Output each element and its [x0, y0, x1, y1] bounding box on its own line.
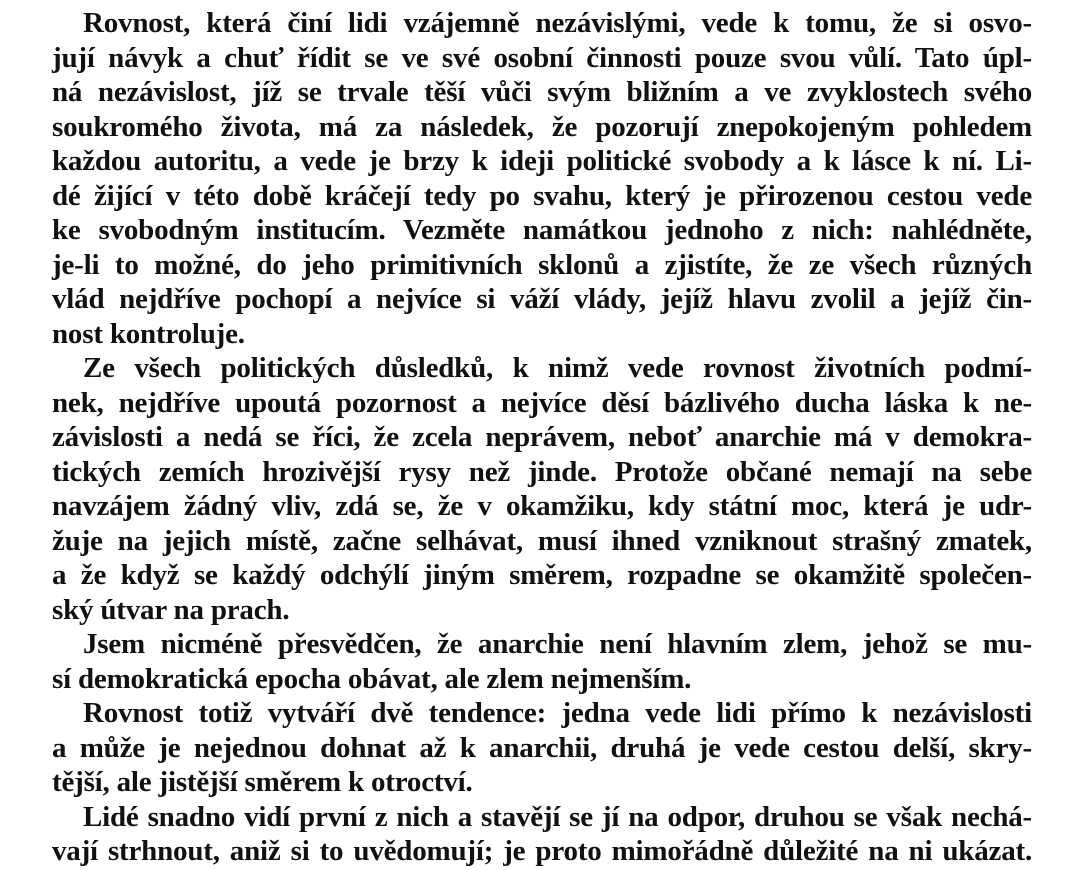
text-line: vají strhnout, aniž si to uvědomují; je proto mimořádně důležité na ni ukázat. [52, 835, 1032, 867]
text-line: ná nezávislost, jíž se trvale těší vůči svým bližním a ve zvyklostech svého [52, 76, 1032, 108]
text-line: dé žijící v této době kráčejí tedy po svahu, který je přirozenou cestou vede [52, 179, 1032, 212]
text-line: soukromého života, má za následek, že pozorují znepokojeným pohledem [52, 110, 1032, 143]
text-line: tických zemích hrozivější rysy než jinde. Protože občané nemají na sebe [52, 455, 1032, 488]
text-line: je-li to možné, do jeho primitivních sklonů a zjistíte, že ze všech různých [52, 248, 1032, 281]
paragraph-2 [52, 351, 1032, 627]
paragraph-5 [52, 800, 1032, 869]
text-line: závislosti a nedá se říci, že zcela neprávem, neboť anarchie má v demokra- [52, 421, 1032, 453]
text-line: tější, ale jistější směrem k otroctví. [52, 766, 473, 798]
paragraph-4 [52, 696, 1032, 800]
text-line: nost kontroluje. [52, 317, 245, 350]
paragraph-1 [52, 6, 1032, 351]
text-line: vlád nejdříve pochopí a nejvíce si váží vlády, jejíž hlavu zvolil a jejíž čin- [52, 283, 1032, 315]
body-text [52, 6, 1032, 869]
text-line: sí demokratická epocha obávat, ale zlem nejmenším. [52, 662, 692, 695]
text-line: navzájem žádný vliv, zdá se, že v okamžiku, kdy státní moc, která je udr- [52, 490, 1032, 522]
text-line: a že když se každý odchýlí jiným směrem, rozpadne se okamžitě společen- [52, 559, 1032, 591]
text-line: ke svobodným institucím. Vezměte namátkou jednoho z nich: nahlédněte, [52, 214, 1032, 246]
text-line: jují návyk a chuť řídit se ve své osobní činnosti pouze svou vůlí. Tato úpl- [52, 41, 1032, 74]
text-line: Ze všech politických důsledků, k nimž vede rovnost životních podmí- [83, 352, 1032, 384]
text-line: ský útvar na prach. [52, 593, 290, 626]
text-line: Lidé snadno vidí první z nich a stavějí se jí na odpor, druhou se však nechá- [83, 800, 1032, 833]
paragraph-3 [52, 627, 1032, 696]
text-line: nek, nejdříve upoutá pozornost a nejvíce děsí bázlivého ducha láska k ne- [52, 386, 1032, 419]
text-line: a může je nejednou dohnat až k anarchii, druhá je vede cestou delší, skry- [52, 731, 1032, 764]
text-line: Jsem nicméně přesvědčen, že anarchie není hlavním zlem, jehož se mu- [83, 628, 1032, 660]
text-line: Rovnost, která činí lidi vzájemně nezávislými, vede k tomu, že si osvo- [83, 7, 1032, 39]
text-line: každou autoritu, a vede je brzy k ideji politické svobody a k lásce k ní. Li- [52, 145, 1032, 177]
text-line: žuje na jejich místě, začne selhávat, musí ihned vzniknout strašný zmatek, [52, 524, 1032, 557]
text-line: Rovnost totiž vytváří dvě tendence: jedna vede lidi přímo k nezávislosti [83, 697, 1032, 729]
